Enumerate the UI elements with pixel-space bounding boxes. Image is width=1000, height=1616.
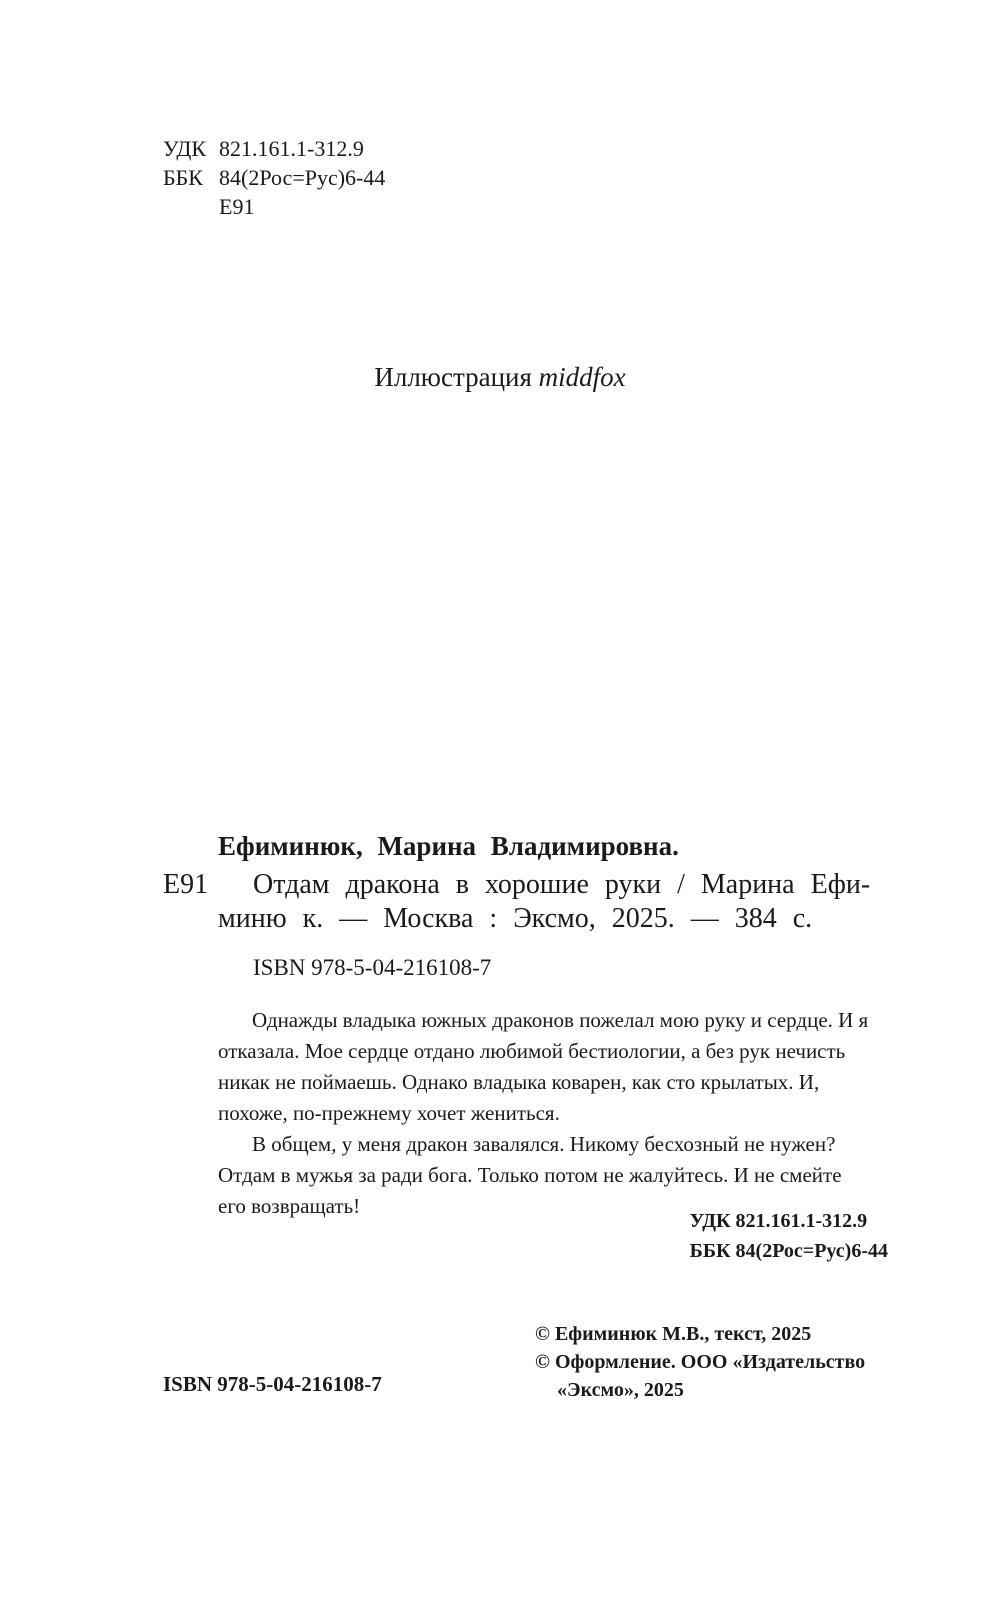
record-author: Ефиминюк, Марина Владимировна. xyxy=(218,831,679,861)
copyright-block xyxy=(535,1320,865,1404)
annotation-paragraph-1: Однажды владыка южных драконов пожелал мою руку и сердце. И я отказала. Мое сердце отдано любимой бестиологии, а без рук нечисть никак не поймаешь. Однако владыка коварен, как сто крылатых. И, похоже, по-прежнему хочет жениться. xyxy=(218,1008,869,1125)
bbk-label: ББК xyxy=(163,165,203,190)
record-title-line2: миню к. — Москва : Эксмо, 2025. — 384 с. xyxy=(218,903,813,934)
record-author-mark: Е91 xyxy=(163,869,209,900)
classification-codes-bottom xyxy=(690,1206,888,1266)
bbk-row xyxy=(163,163,385,192)
record-isbn: ISBN 978-5-04-216108-7 xyxy=(253,955,492,980)
udk-value: 821.161.1-312.9 xyxy=(219,136,364,161)
copyright-line-2: © Оформление. ООО «Издательство xyxy=(535,1351,866,1373)
copyright-line-3: «Эксмо», 2025 xyxy=(557,1379,684,1401)
annotation-paragraph-2: В общем, у меня дракон завалялся. Никому бесхозный не нужен? Отдам в мужья за ради бога. Только потом не жалуйтесь. И не смейте его возвращать! xyxy=(218,1132,842,1218)
author-mark-row xyxy=(163,192,385,221)
isbn-bottom: ISBN 978-5-04-216108-7 xyxy=(163,1372,382,1396)
udk-bottom: УДК 821.161.1-312.9 xyxy=(689,1210,868,1232)
illustration-credit xyxy=(0,362,1000,393)
author-mark-top: Е91 xyxy=(219,194,255,219)
udk-label: УДК xyxy=(163,136,207,161)
copyright-line-1: © Ефиминюк М.В., текст, 2025 xyxy=(535,1323,812,1345)
illustration-artist: middfox xyxy=(538,362,626,392)
udk-row xyxy=(163,134,385,163)
bbk-bottom: ББК 84(2Рос=Рус)6-44 xyxy=(689,1240,888,1262)
annotation xyxy=(218,1005,870,1222)
record-title-line1: Отдам дракона в хорошие руки / Марина Ефи- xyxy=(253,869,871,900)
bbk-value: 84(2Рос=Рус)6-44 xyxy=(219,165,386,190)
illustration-prefix: Иллюстрация xyxy=(374,362,532,392)
classification-codes-top xyxy=(163,134,385,221)
